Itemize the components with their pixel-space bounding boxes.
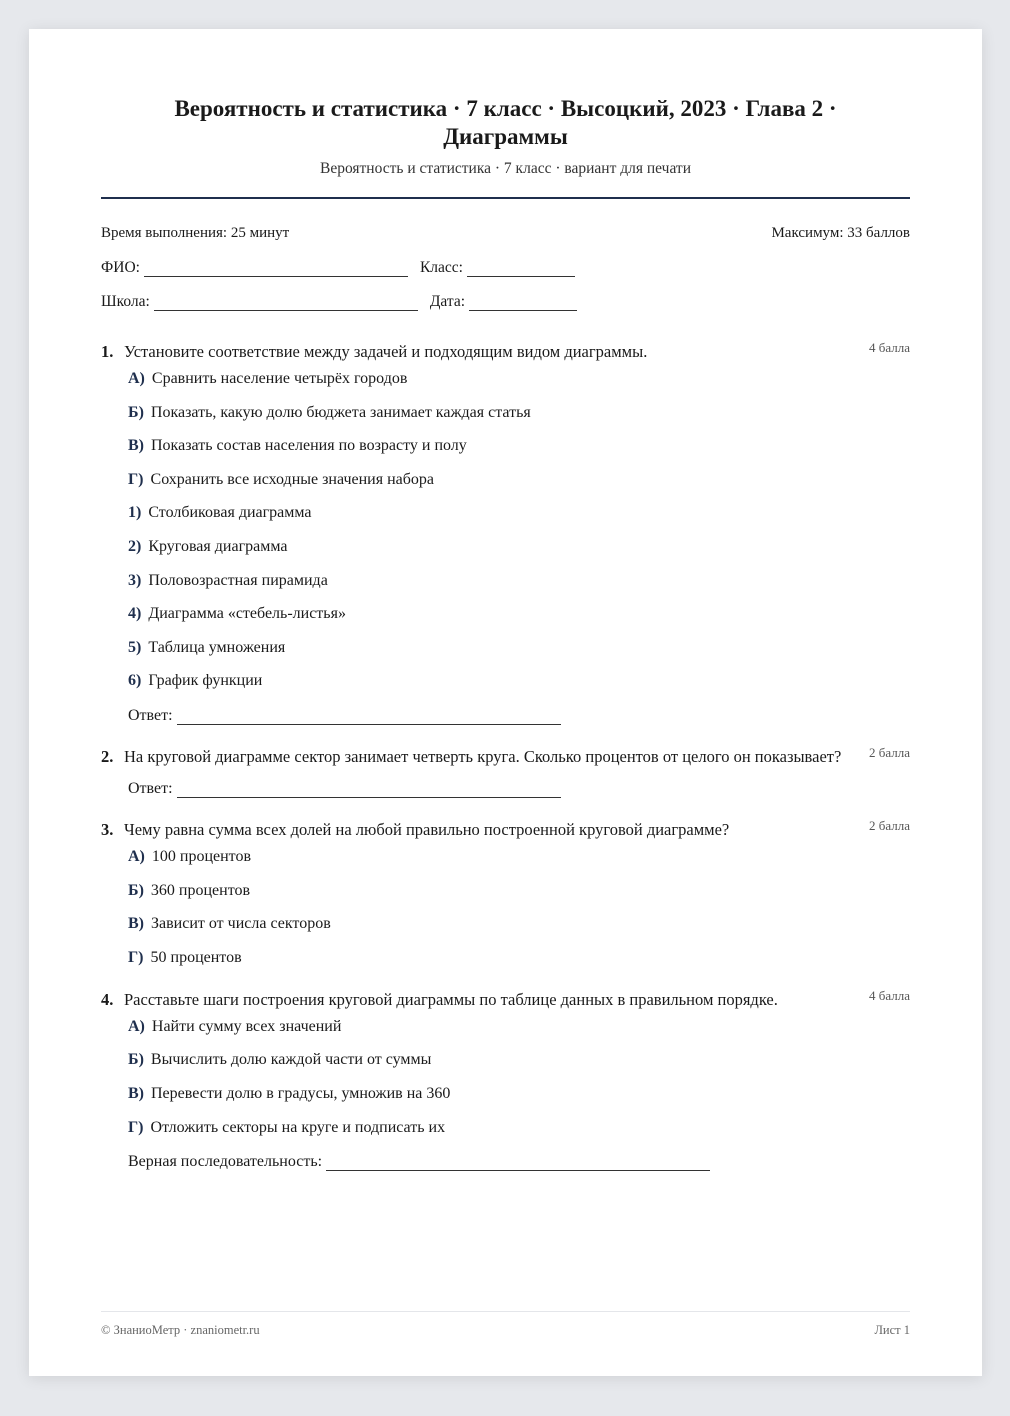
option-key: 1) (128, 504, 142, 522)
answer-row (128, 1151, 910, 1171)
footer-copyright: © ЗнаниоМетр · znaniometr.ru (101, 1323, 260, 1337)
option-key: Г) (128, 1118, 144, 1136)
option-text: Перевести долю в градусы, умножив на 360 (151, 1084, 451, 1102)
option-item (128, 436, 910, 456)
option-key: 5) (128, 638, 142, 656)
option-item (128, 403, 910, 423)
name-label: ФИО: (101, 259, 140, 276)
question-text: Расставьте шаги построения круговой диаграммы по таблице данных в правильном порядке. (124, 989, 778, 1009)
question-points: 2 балла (869, 744, 910, 760)
page-footer (101, 1311, 910, 1338)
question-points: 4 балла (869, 340, 910, 355)
option-text: 360 процентов (150, 881, 251, 899)
max-score: Максимум: 33 баллов (771, 225, 910, 241)
class-label: Класс: (419, 259, 463, 276)
option-text: Отложить секторы на круге и подписать их (150, 1118, 446, 1136)
option-text: Зависит от числа секторов (151, 915, 331, 933)
meta-row (101, 223, 910, 243)
school-label: Школа: (101, 293, 150, 310)
option-item (128, 604, 910, 624)
option-key: 3) (128, 571, 142, 589)
option-text: Диаграмма «стебель-листья» (148, 605, 346, 623)
option-item (128, 470, 910, 490)
question-text: Установите соответствие между задачей и подходящим видом диаграммы. (124, 342, 648, 361)
option-item (128, 571, 910, 591)
option-key: 2) (128, 537, 142, 555)
question-text: На круговой диаграмме сектор занимает четверть круга. Сколько процентов от целого он показывает? (124, 746, 842, 766)
options-list (128, 847, 910, 968)
answer-row (128, 778, 910, 798)
option-text: 50 процентов (150, 948, 242, 966)
option-item (128, 537, 910, 557)
time-limit: Время выполнения: 25 минут (101, 225, 290, 241)
answer-field[interactable] (177, 783, 561, 798)
option-text: 100 процентов (151, 847, 252, 865)
date-field[interactable] (469, 294, 577, 311)
option-item (128, 1118, 910, 1138)
answer-field[interactable] (177, 710, 561, 725)
class-field[interactable] (467, 260, 575, 277)
option-item (128, 1017, 910, 1037)
option-key: 6) (128, 672, 142, 690)
question-text: Чему равна сумма всех долей на любой правильно построенной круговой диаграмме? (124, 819, 730, 839)
option-key: А) (128, 847, 145, 865)
option-key: 4) (128, 605, 142, 623)
answer-label: Верная последовательность: (128, 1153, 323, 1171)
option-key: В) (128, 915, 144, 933)
question-points: 4 балла (869, 987, 910, 1003)
footer-page-number: Лист 1 (874, 1323, 910, 1337)
option-item (128, 1084, 910, 1104)
options-list (128, 369, 910, 691)
option-item (128, 369, 910, 389)
option-item (128, 638, 910, 658)
option-text: Вычислить долю каждой части от суммы (150, 1051, 432, 1069)
answer-label: Ответ: (128, 779, 173, 797)
answer-field[interactable] (326, 1156, 710, 1171)
option-text: Показать состав населения по возрасту и полу (151, 437, 467, 455)
option-item (128, 1050, 910, 1070)
question-number: 4. (101, 989, 114, 1009)
field-row-school (101, 289, 910, 311)
question-4 (101, 986, 910, 1171)
option-text: Столбиковая диаграмма (148, 504, 312, 522)
option-item (128, 671, 910, 691)
option-text: Половозрастная пирамида (148, 571, 328, 589)
page-subtitle: Вероятность и статистика · 7 класс · вариант для печати (319, 160, 691, 177)
page-title: Вероятность и статистика · 7 класс · Высоцкий, 2023 · Глава 2 · Диаграммы (174, 96, 837, 149)
option-item (128, 881, 910, 901)
option-key: А) (128, 1017, 145, 1035)
question-2 (101, 743, 910, 798)
question-number: 2. (101, 746, 114, 766)
option-key: Б) (128, 403, 144, 421)
header-divider (101, 197, 910, 199)
questions-list (101, 338, 910, 1171)
answer-row (128, 705, 910, 725)
answer-label: Ответ: (128, 706, 173, 724)
option-key: А) (128, 370, 145, 387)
school-field[interactable] (154, 294, 418, 311)
question-number: 1. (101, 342, 114, 361)
option-key: Г) (128, 470, 144, 488)
question-points: 2 балла (869, 817, 910, 833)
option-key: В) (128, 1084, 144, 1102)
option-text: Найти сумму всех значений (151, 1017, 342, 1035)
option-item (128, 847, 910, 867)
option-text: График функции (148, 672, 263, 690)
option-key: Б) (128, 1051, 144, 1069)
option-key: В) (128, 437, 144, 455)
option-item (128, 503, 910, 523)
option-text: Показать, какую долю бюджета занимает каждая статья (150, 403, 531, 421)
option-item (128, 914, 910, 934)
option-key: Б) (128, 881, 144, 899)
field-row-name (101, 255, 910, 277)
options-list (128, 1017, 910, 1138)
worksheet-page (29, 29, 982, 1376)
question-3 (101, 816, 910, 968)
name-field[interactable] (144, 260, 408, 277)
worksheet-header (101, 29, 910, 179)
option-text: Таблица умножения (148, 638, 286, 656)
question-1 (101, 338, 910, 725)
option-text: Сравнить население четырёх городов (151, 370, 408, 387)
option-item (128, 948, 910, 968)
date-label: Дата: (429, 293, 466, 310)
option-text: Сохранить все исходные значения набора (150, 470, 434, 488)
question-number: 3. (101, 819, 114, 839)
option-key: Г) (128, 948, 144, 966)
option-text: Круговая диаграмма (148, 537, 288, 555)
student-fields (101, 255, 910, 311)
